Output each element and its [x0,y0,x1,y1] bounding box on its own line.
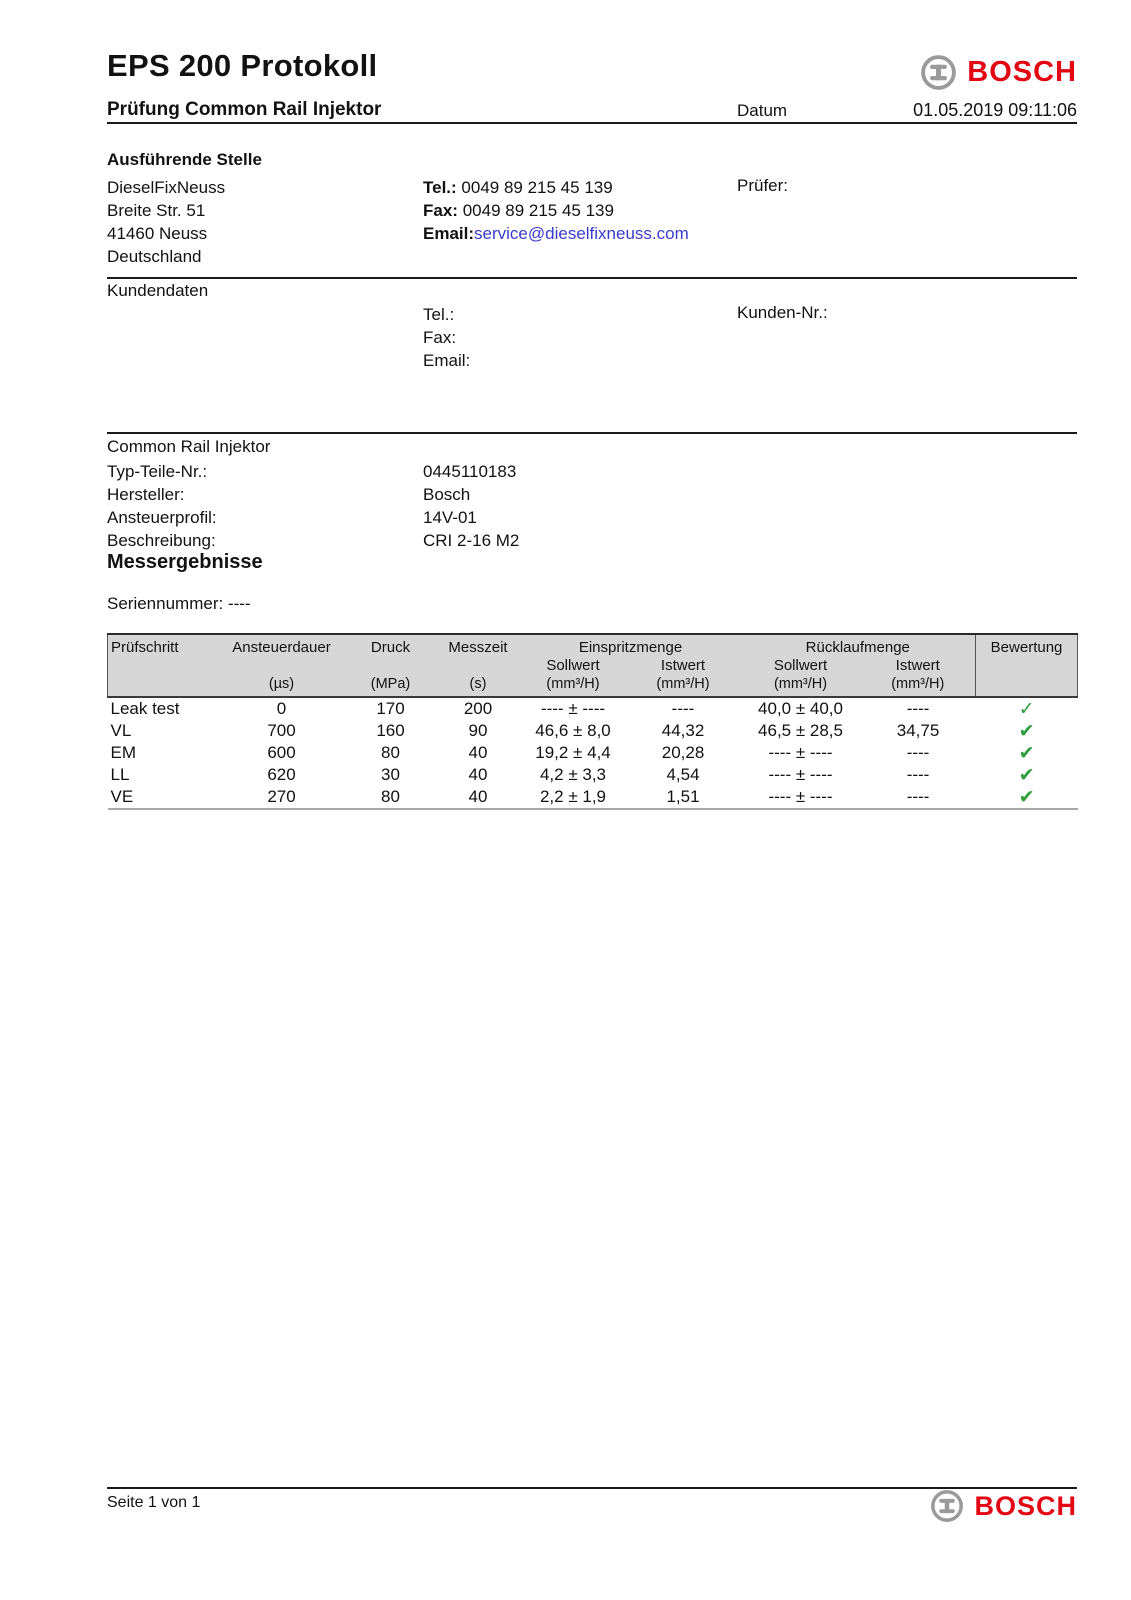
cell-ansteuerdauer: 700 [267,721,296,740]
injector-profile-value: 14V-01 [423,508,477,527]
col-header-einspritzmenge: Einspritzmenge [521,634,741,657]
customer-number-label: Kunden-Nr.: [737,303,828,322]
cell-ruecklauf-istwert: 34,75 [896,721,940,740]
cell-druck: 30 [381,765,400,784]
injector-description-value: CRI 2-16 M2 [423,531,520,550]
cell-ruecklauf-istwert: ---- [906,743,930,762]
cell-ansteuerdauer: 270 [218,786,346,809]
cell-einspritz-sollwert: ---- ± ---- [540,699,606,718]
page-number: Seite 1 von 1 [107,1494,201,1511]
injector-type-value: 0445110183 [423,462,517,481]
injector-manufacturer-label: Hersteller: [107,485,185,504]
page-subtitle: Prüfung Common Rail Injektor [107,99,382,120]
cell-ruecklauf-sollwert: ---- ± ---- [768,743,833,762]
pass-check-icon: ✓ [1018,697,1035,720]
subheader-ruecklauf-istwert: Istwert [861,657,976,675]
injector-labels [107,460,217,552]
cell-einspritz-sollwert: 19,2 ± 4,4 [535,743,611,762]
serial-value: ---- [227,594,251,613]
results-table [107,633,1078,810]
table-row [108,697,1078,720]
injector-profile-label: Ansteuerprofil: [107,508,217,527]
cell-ruecklauf-istwert: ---- [906,699,930,718]
customer-section-title: Kundendaten [107,281,209,300]
cell-einspritz-istwert: 20,28 [661,743,705,762]
examiner-label: Prüfer: [737,176,789,195]
subheader-einspritz-sollwert: Sollwert [521,657,626,675]
provider-email-link[interactable]: service@dieselfixneuss.com [474,224,689,243]
cell-ansteuerdauer: 0 [276,699,287,718]
cell-druck: 160 [376,721,405,740]
pass-check-icon: ✔ [1018,741,1035,764]
cell-druck: 170 [376,699,405,718]
unit-ruecklauf-istwert: (mm³/H) [861,675,976,697]
cell-ruecklauf-istwert: ---- [906,765,930,784]
table-row [108,742,1078,764]
injector-description-label: Beschreibung: [107,531,216,550]
bosch-logo-header [920,54,1077,91]
provider-fax-row [423,199,689,222]
bosch-wordmark: BOSCH [974,1490,1077,1521]
cell-ruecklauf-sollwert: 46,5 ± 28,5 [758,721,843,740]
serial-label: Seriennummer: [107,594,224,613]
bosch-armature-icon [930,1489,964,1523]
bosch-wordmark: BOSCH [967,56,1077,88]
provider-fax-value: 0049 89 215 45 139 [462,201,614,220]
col-header-ruecklaufmenge: Rücklaufmenge [741,634,976,657]
col-header-ansteuerdauer: Ansteuerdauer [218,634,346,657]
bosch-logo-footer [930,1489,1077,1523]
customer-divider [107,432,1077,434]
cell-einspritz-istwert: ---- [671,699,695,718]
table-row [108,764,1078,786]
page-title: EPS 200 Protokoll [107,48,378,83]
provider-email-label: Email: [423,224,475,243]
subheader-einspritz-istwert: Istwert [626,657,741,675]
bosch-armature-icon [920,54,957,91]
cell-einspritz-istwert: 1,51 [626,786,741,809]
cell-prufschritt: VL [110,721,132,740]
injector-manufacturer-value: Bosch [423,485,471,504]
provider-city: 41460 Neuss [107,224,208,243]
provider-email-row [423,222,689,245]
col-header-prufschritt: Prüfschritt [108,634,218,657]
cell-messzeit: 90 [468,721,488,740]
subheader-ruecklauf-sollwert: Sollwert [741,657,861,675]
table-row [108,786,1078,809]
provider-section-title: Ausführende Stelle [107,150,262,169]
cell-prufschritt: LL [110,765,130,784]
provider-country: Deutschland [107,247,202,266]
provider-name: DieselFixNeuss [107,178,226,197]
provider-address [107,176,225,268]
col-header-bewertung: Bewertung [976,634,1078,657]
date-value: 01.05.2019 09:11:06 [913,100,1077,120]
serial-number-row [107,594,251,614]
cell-einspritz-istwert: 44,32 [661,721,705,740]
pass-check-icon: ✔ [1018,763,1035,786]
cell-prufschritt: VE [108,786,218,809]
date-label: Datum [737,101,788,120]
pass-check-icon: ✔ [976,786,1078,809]
cell-messzeit: 40 [468,765,488,784]
header-divider [107,122,1077,124]
cell-prufschritt: EM [110,743,136,762]
unit-einspritz-sollwert: (mm³/H) [521,675,626,697]
provider-tel-value: 0049 89 215 45 139 [461,178,613,197]
provider-street: Breite Str. 51 [107,201,206,220]
provider-fax-label: Fax: [423,201,458,220]
col-header-messzeit: Messzeit [436,634,521,657]
cell-messzeit: 40 [436,786,521,809]
cell-einspritz-sollwert: 4,2 ± 3,3 [539,765,607,784]
cell-einspritz-sollwert: 2,2 ± 1,9 [521,786,626,809]
cell-einspritz-istwert: 4,54 [666,765,700,784]
cell-ansteuerdauer: 620 [267,765,296,784]
col-header-druck: Druck [346,634,436,657]
injector-section-title: Common Rail Injektor [107,437,271,456]
customer-email-label: Email: [423,351,471,370]
cell-messzeit: 40 [468,743,488,762]
table-row [108,720,1078,742]
cell-ruecklauf-sollwert: 40,0 ± 40,0 [758,699,843,718]
injector-type-label: Typ-Teile-Nr.: [107,462,208,481]
cell-ruecklauf-sollwert: ---- ± ---- [741,786,861,809]
cell-druck: 80 [381,743,400,762]
provider-contact [423,176,689,245]
customer-contact [423,303,470,372]
customer-tel-label: Tel.: [423,305,455,324]
pass-check-icon: ✔ [1018,719,1035,742]
unit-druck: (MPa) [346,675,436,697]
provider-divider [107,277,1077,279]
cell-prufschritt: Leak test [110,699,180,718]
cell-druck: 80 [346,786,436,809]
cell-ruecklauf-sollwert: ---- ± ---- [768,765,833,784]
unit-ruecklauf-sollwert: (mm³/H) [741,675,861,697]
cell-ansteuerdauer: 600 [267,743,296,762]
cell-messzeit: 200 [463,699,493,718]
results-table-header [108,634,1078,697]
provider-tel-label: Tel.: [423,178,457,197]
unit-einspritz-istwert: (mm³/H) [626,675,741,697]
cell-einspritz-sollwert: 46,6 ± 8,0 [535,721,611,740]
injector-values [423,460,519,552]
results-heading: Messergebnisse [107,551,263,573]
unit-messzeit: (s) [436,675,521,697]
cell-ruecklauf-istwert: ---- [861,786,976,809]
customer-fax-label: Fax: [423,328,457,347]
unit-ansteuerdauer: (µs) [218,675,346,697]
provider-tel-row [423,176,689,199]
